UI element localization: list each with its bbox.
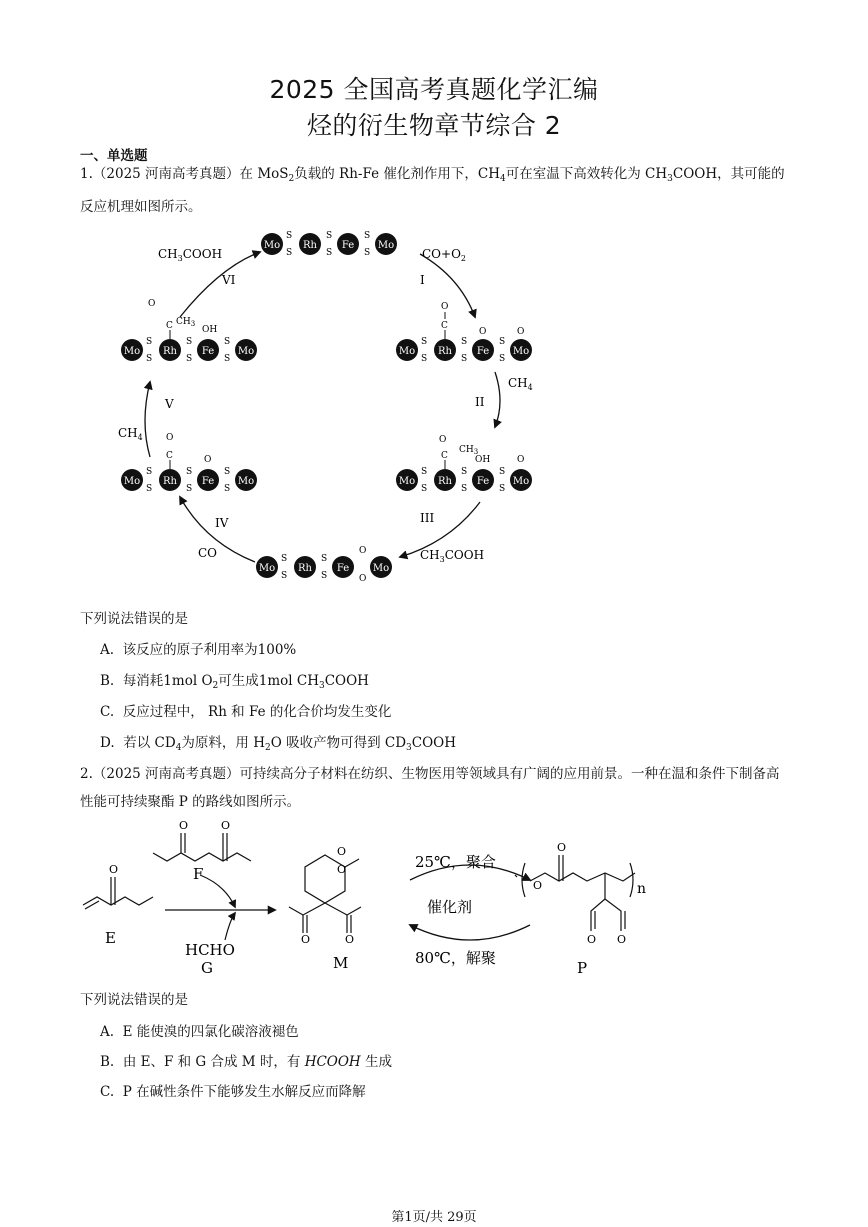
svg-text:Mo: Mo — [398, 346, 416, 357]
complex-top — [261, 231, 397, 258]
svg-text:Mo: Mo — [123, 476, 141, 487]
svg-text:Mo: Mo — [377, 240, 395, 251]
svg-text:Mo: Mo — [123, 346, 141, 357]
question-2-stem: 2.（2025 河南高考真题）可持续高分子材料在纺织、生物医用等领域具有广阔的应用前景。一种在温和条件下制备高性能可持续聚酯 P 的路线如图所示。 — [80, 766, 780, 810]
svg-text:OH: OH — [202, 325, 218, 335]
question-2-option-a[interactable]: A. E 能使溴的四氯化碳溶液褪色 — [100, 1024, 299, 1040]
svg-text:S: S — [461, 354, 468, 364]
svg-text:S: S — [281, 554, 288, 564]
compound-m — [289, 855, 361, 933]
label-g: G — [201, 959, 213, 977]
question-1-option-a[interactable]: A. 该反应的原子利用率为100% — [100, 642, 297, 658]
svg-text:O: O — [479, 327, 487, 337]
svg-text:Rh: Rh — [163, 346, 177, 357]
svg-text:S: S — [364, 231, 371, 241]
svg-text:S: S — [186, 354, 193, 364]
svg-text:O: O — [148, 299, 156, 309]
svg-text:C: C — [166, 451, 173, 461]
svg-text:Mo: Mo — [237, 476, 255, 487]
svg-text:S: S — [281, 571, 288, 581]
label-m: M — [333, 954, 349, 972]
svg-text:O: O — [337, 863, 347, 876]
svg-text:S: S — [326, 231, 333, 241]
svg-text:S: S — [186, 337, 193, 347]
label-depolymerize: 80℃，解聚 — [415, 949, 496, 967]
label-e: E — [105, 929, 116, 947]
arrow-step-5 — [145, 382, 150, 457]
question-1-option-d[interactable]: D. 若以 $CD_4$为原料，用 $H_2O$ 吸收产物可得到 $CD_3COOH$ — [100, 735, 457, 753]
complex-bottom — [256, 546, 392, 584]
svg-text:O: O — [517, 327, 525, 337]
question-2-option-c[interactable]: C. P 在碱性条件下能够发生水解反应而降解 — [100, 1084, 366, 1100]
svg-text:Rh: Rh — [438, 346, 452, 357]
svg-text:Rh: Rh — [298, 563, 312, 574]
step-label-4: IV — [215, 516, 229, 530]
svg-text:O: O — [345, 933, 355, 946]
step-label-3: III — [420, 511, 435, 525]
label-catalyst: 催化剂 — [427, 898, 473, 916]
section-heading: 一、单选题 — [80, 148, 148, 164]
svg-text:S: S — [186, 467, 193, 477]
svg-text:Mo: Mo — [512, 476, 530, 487]
svg-text:S: S — [499, 467, 506, 477]
reagent-ch4-1: $CH_4$ — [508, 376, 533, 392]
label-f: F — [193, 865, 204, 883]
step-label-6: VI — [222, 273, 236, 287]
svg-text:S: S — [224, 337, 231, 347]
svg-text:S: S — [499, 337, 506, 347]
svg-text:S: S — [499, 484, 506, 494]
page-title: 2025 全国高考真题化学汇编 — [269, 75, 599, 104]
svg-text:S: S — [421, 484, 428, 494]
svg-text:Fe: Fe — [476, 346, 490, 357]
svg-text:S: S — [146, 337, 153, 347]
product-ch3cooh-1: $CH_3COOH$ — [420, 548, 485, 564]
svg-text:S: S — [421, 467, 428, 477]
complex-right-bottom — [396, 435, 532, 494]
svg-text:O: O — [533, 879, 543, 892]
svg-text:Mo: Mo — [263, 240, 281, 251]
svg-text:S: S — [499, 354, 506, 364]
svg-text:Rh: Rh — [438, 476, 452, 487]
svg-text:S: S — [421, 354, 428, 364]
question-2-option-b[interactable]: B. 由 E、F 和 G 合成 M 时，有 HCOOH 生成 — [100, 1054, 392, 1070]
reagent-ch4-2: $CH_4$ — [118, 426, 143, 442]
svg-text:O: O — [359, 546, 367, 556]
svg-text:O: O — [204, 455, 212, 465]
svg-text:O: O — [439, 435, 447, 445]
label-hcho: HCHO — [185, 941, 235, 959]
svg-text:S: S — [461, 484, 468, 494]
label-p: P — [577, 959, 588, 977]
svg-text:O: O — [221, 819, 231, 832]
svg-text:O: O — [587, 933, 597, 946]
svg-text:Fe: Fe — [201, 346, 215, 357]
page-subtitle: 烃的衍生物章节综合 2 — [306, 111, 562, 140]
step-label-5: V — [165, 397, 174, 411]
svg-text:Mo: Mo — [237, 346, 255, 357]
question-1-stem: 1.（2025 河南高考真题）在 MoS$_2$负载的 Rh-Fe 催化剂作用下，$CH_4$可在室温下高效转化为 $CH_3COOH$，其可能的反应机理如图所示。 — [80, 166, 785, 215]
step-label-2: II — [475, 395, 485, 409]
compound-e — [83, 877, 153, 909]
svg-text:CH3: $CH_3$ — [176, 317, 196, 328]
svg-text:Mo: Mo — [258, 563, 276, 574]
reagent-co-o2: $CO+O_2$ — [422, 247, 467, 263]
svg-text:O: O — [617, 933, 627, 946]
svg-text:S: S — [286, 248, 293, 258]
arrow-step-2 — [495, 372, 500, 427]
complex-left-bottom — [121, 433, 257, 494]
svg-text:S: S — [146, 354, 153, 364]
complex-left-top — [121, 299, 257, 364]
svg-text:C: C — [441, 451, 448, 461]
svg-text:Rh: Rh — [163, 476, 177, 487]
svg-text:Fe: Fe — [336, 563, 350, 574]
svg-text:S: S — [421, 337, 428, 347]
svg-text:Fe: Fe — [201, 476, 215, 487]
question-1-option-b[interactable]: B. 每消耗1mol $O_2$可生成1mol $CH_3COOH$ — [100, 673, 369, 691]
reagent-co: CO — [198, 546, 218, 560]
svg-text:S: S — [146, 484, 153, 494]
svg-text:Fe: Fe — [341, 240, 355, 251]
svg-text:S: S — [461, 467, 468, 477]
label-n: n — [637, 881, 647, 897]
svg-text:CH3: $CH_3$ — [459, 445, 479, 456]
svg-text:O: O — [337, 845, 347, 858]
product-ch3cooh-2: $CH_3COOH$ — [158, 247, 223, 263]
svg-text:O: O — [517, 455, 525, 465]
svg-text:S: S — [326, 248, 333, 258]
question-2-prompt: 下列说法错误的是 — [80, 992, 188, 1008]
svg-text:S: S — [321, 571, 328, 581]
svg-text:S: S — [461, 337, 468, 347]
svg-text:Mo: Mo — [512, 346, 530, 357]
svg-text:S: S — [186, 484, 193, 494]
svg-text:O: O — [557, 841, 567, 854]
svg-text:Fe: Fe — [476, 476, 490, 487]
svg-text:S: S — [286, 231, 293, 241]
complex-right-top — [396, 302, 532, 364]
page-footer: 第1页/共 29页 — [391, 1210, 477, 1225]
svg-text:S: S — [321, 554, 328, 564]
question-1-option-c[interactable]: C. 反应过程中， Rh 和 Fe 的化合价均发生变化 — [100, 704, 392, 720]
svg-text:S: S — [224, 484, 231, 494]
compound-p — [515, 855, 635, 931]
label-polymerize: 25℃，聚合 — [415, 853, 496, 871]
svg-text:Mo: Mo — [372, 563, 390, 574]
svg-text:O: O — [166, 433, 174, 443]
synthesis-scheme — [75, 815, 795, 985]
svg-text:O: O — [301, 933, 311, 946]
svg-text:O: O — [109, 863, 119, 876]
reaction-mechanism-diagram — [110, 222, 550, 592]
svg-text:OH: OH — [475, 455, 491, 465]
svg-text:O: O — [359, 574, 367, 584]
svg-text:Mo: Mo — [398, 476, 416, 487]
svg-text:O: O — [179, 819, 189, 832]
svg-text:C: C — [441, 321, 448, 331]
svg-text:S: S — [146, 467, 153, 477]
arrow-step-6 — [180, 252, 260, 317]
svg-text:O: O — [441, 302, 449, 312]
svg-text:S: S — [364, 248, 371, 258]
svg-text:S: S — [224, 467, 231, 477]
question-1-prompt: 下列说法错误的是 — [80, 611, 188, 627]
svg-text:S: S — [224, 354, 231, 364]
svg-text:Rh: Rh — [303, 240, 317, 251]
svg-text:C: C — [166, 321, 173, 331]
step-label-1: I — [420, 273, 425, 287]
compound-f — [153, 833, 251, 861]
